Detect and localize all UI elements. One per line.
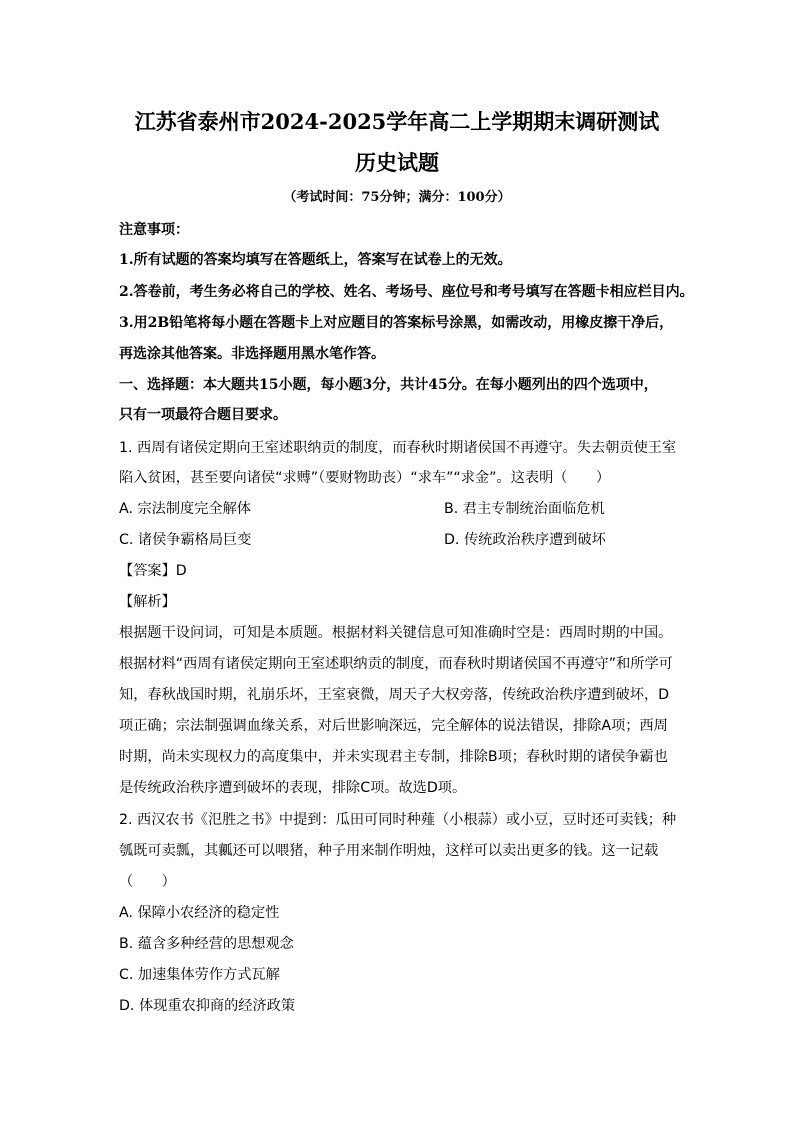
q2-option-c: C. 加速集体劳作方式瓦解 (119, 967, 280, 983)
note-item-3-line-1: 3.用2B铅笔将每小题在答题卡上对应题目的答案标号涂黑，如需改动，用橡皮擦干净后， (119, 315, 674, 331)
q1-option-b: B. 君主专制统治面临危机 (444, 501, 605, 517)
q2-stem-line-2: 瓠既可卖瓢，其瓤还可以喂猪，种子用来制作明烛，这样可以卖出更多的钱。这一记载 (119, 843, 659, 859)
q1-analysis-line-1: 根据题干设问词，可知是本质题。根据材料关键信息可知准确时空是：西周时期的中国。 (119, 625, 673, 641)
q1-analysis-line-6: 是传统政治秩序遭到破坏的表现，排除C项。故选D项。 (119, 780, 467, 796)
q2-option-d: D. 体现重农抑商的经济政策 (119, 998, 296, 1014)
q1-stem-line-1: 1. 西周有诸侯定期向王室述职纳贡的制度，而春秋时期诸侯国不再遵守。失去朝贡使王室 (119, 440, 677, 456)
q1-answer: 【答案】D (119, 563, 187, 579)
exam-info: （考试时间：75分钟；满分：100分） (283, 190, 511, 205)
note-item-2: 2.答卷前，考生务必将自己的学校、姓名、考场号、座位号和考号填写在答题卡相应栏目内。 (119, 284, 694, 300)
section-heading-line-2: 只有一项最符合题目要求。 (119, 407, 287, 423)
notes-heading: 注意事项： (119, 222, 189, 238)
q1-analysis-line-3: 知，春秋战国时期，礼崩乐坏，王室衰微，周天子大权旁落，传统政治秩序遭到破坏，D (119, 687, 670, 703)
note-item-3-line-2: 再选涂其他答案。非选择题用黑水笔作答。 (119, 346, 385, 362)
q2-option-a: A. 保障小农经济的稳定性 (119, 905, 280, 921)
q1-option-d: D. 传统政治秩序遭到破坏 (444, 532, 606, 548)
q2-option-b: B. 蕴含多种经营的思想观念 (119, 936, 294, 952)
q1-analysis-line-4: 项正确；宗法制强调血缘关系，对后世影响深远，完全解体的说法错误，排除A项；西周 (119, 718, 668, 734)
document-title: 江苏省泰州市2024-2025学年高二上学期期末调研测试 (134, 109, 660, 134)
document-subtitle: 历史试题 (355, 150, 439, 175)
q1-option-c: C. 诸侯争霸格局巨变 (119, 532, 252, 548)
q2-stem-line-3: （ ） (119, 874, 176, 890)
section-heading-line-1: 一、选择题：本大题共15小题，每小题3分，共计45分。在每小题列出的四个选项中， (119, 377, 658, 393)
q2-stem-line-1: 2. 西汉农书《氾胜之书》中提到：瓜田可同时种薤（小根蒜）或小豆，豆时还可卖钱；种 (119, 812, 677, 828)
q1-stem-line-2: 陷入贫困，甚至要向诸侯“求赙”（要财物助丧）“求车”“求金”。这表明（ ） (119, 470, 611, 486)
q1-analysis-line-2: 根据材料“西周有诸侯定期向王室述职纳贡的制度，而春秋时期诸侯国不再遵守”和所学可 (119, 656, 673, 672)
q1-option-a: A. 宗法制度完全解体 (119, 501, 251, 517)
note-item-1: 1.所有试题的答案均填写在答题纸上，答案写在试卷上的无效。 (119, 252, 512, 268)
q1-analysis-line-5: 时期，尚未实现权力的高度集中，并未实现君主专制，排除B项；春秋时期的诸侯争霸也 (119, 749, 668, 765)
q1-analysis-label: 【解析】 (119, 594, 176, 610)
